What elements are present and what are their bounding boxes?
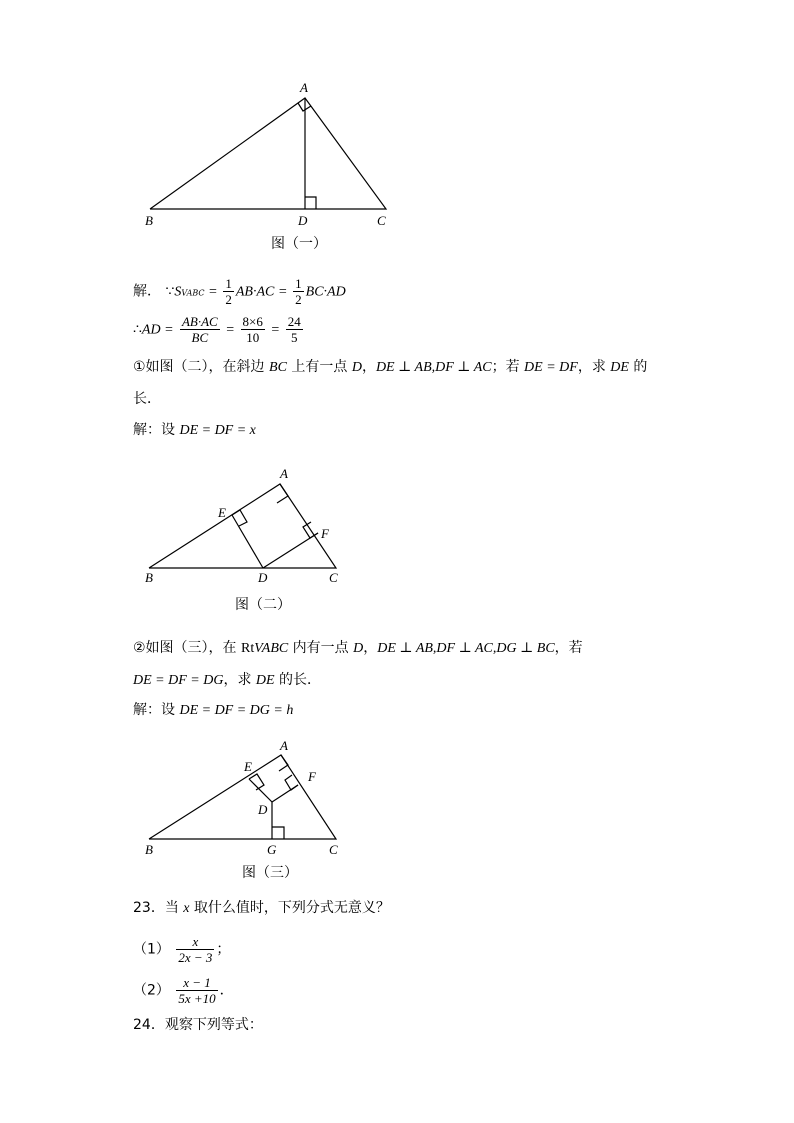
fig2-label-F: F (321, 526, 329, 541)
ad-eq: AD = (141, 322, 174, 338)
q23-text: 取什么值时，下列分式无意义？ (189, 900, 390, 916)
q2-condition: DE ⊥ AB,DF ⊥ AC,DG ⊥ BC (377, 641, 555, 656)
q1-d: D (351, 360, 362, 375)
q2-d: D (353, 641, 364, 656)
q2-sol-prefix: 解：设 (133, 702, 180, 718)
q2-triangle: VABC (254, 641, 289, 656)
fig3-label-F: F (308, 769, 316, 784)
q23-x: x (183, 901, 190, 916)
q23-item2 (133, 975, 234, 1006)
fraction-ab-ac-over-bc: $\frac{AB\cdot AC}{BC}$ (181, 314, 218, 345)
fig3-label-A: A (280, 738, 288, 753)
equals: = (271, 322, 280, 338)
q2-line2 (133, 670, 321, 691)
q23-item1-end: ； (216, 941, 231, 958)
fig3-label-C: C (329, 842, 338, 857)
q2-de: DE (255, 673, 275, 688)
bc-ad: BC·AD (305, 284, 346, 300)
q23-item2-label: （2） (133, 982, 170, 999)
fig2-label-E: E (218, 505, 226, 520)
fraction-24-over-5: $\frac{24}{5}$ (287, 314, 301, 345)
equals: = (278, 284, 287, 300)
fig2-label-D: D (258, 570, 268, 585)
fig3-label-E: E (244, 759, 252, 774)
q2-solution (133, 700, 293, 721)
area-subscript: VABC (181, 288, 205, 298)
figure-2-inscribed-rectangle (140, 462, 360, 586)
q1-text: 上有一点 (286, 359, 352, 375)
q23-fraction2: $\frac{x - 1}{5x +10}$ (178, 975, 216, 1006)
q1-condition: DE ⊥ AB,DF ⊥ AC (375, 360, 492, 375)
fig3-label-G: G (267, 842, 277, 857)
because-symbol: ∵ (165, 284, 175, 300)
q1-sol-prefix: 解：设 (133, 422, 180, 438)
q1-text: ①如图（二），在斜边 (133, 359, 270, 375)
equals: = (209, 284, 217, 300)
q2-text: ，求 (223, 672, 256, 688)
q23-title (133, 898, 390, 919)
figure-3-interior-point (140, 736, 360, 862)
q2-text: ，若 (554, 640, 583, 656)
q1-text: ， (361, 359, 376, 375)
q2-rt: Rt (241, 641, 255, 656)
fig1-label-A: A (300, 80, 308, 95)
q1-solution (133, 420, 256, 441)
q1-text: ，求 (577, 359, 611, 375)
q1-de: DE (610, 360, 629, 375)
q1-text: ；若 (491, 359, 525, 375)
q2-text: ②如图（三），在 (133, 640, 242, 656)
q23-item1 (133, 934, 230, 965)
q2-text: ， (363, 640, 378, 656)
q1-bc: BC (269, 360, 287, 375)
solution1-line1 (133, 276, 346, 307)
fig1-label-D: D (298, 213, 308, 228)
half-fraction-2: $\frac{1}{2}$ (295, 276, 302, 307)
fig3-label-D: D (258, 802, 268, 817)
q1-text: 的 (628, 359, 648, 375)
q2-text: 的长． (274, 672, 322, 688)
sol1-prefix: 解． (133, 283, 161, 300)
q23-item2-end: ． (219, 982, 234, 999)
q1-sol-eq: DE = DF = x (179, 423, 256, 438)
q23-fraction1: $\frac{x}{2x - 3}$ (178, 934, 213, 965)
q23-item1-label: （1） (133, 941, 170, 958)
q24-title: 24．观察下列等式： (133, 1017, 263, 1033)
half-fraction-1: $\frac{1}{2}$ (225, 276, 232, 307)
figure-1-right-triangle (140, 78, 400, 230)
q2-condition2: DE = DF = DG (133, 673, 224, 688)
q2-sol-eq: DE = DF = DG = h (179, 703, 294, 718)
ab-ac: AB·AC (235, 284, 275, 300)
q1-condition2: DE = DF (524, 360, 578, 375)
area-symbol: S (174, 284, 182, 300)
fig2-label-B: B (145, 570, 153, 585)
fig2-caption: 图（二） (235, 597, 291, 613)
fig2-label-A: A (280, 466, 288, 481)
equals: = (226, 322, 235, 338)
fig1-caption: 图（一） (271, 236, 327, 252)
fraction-8x6-over-10: $\frac{8\times 6}{10}$ (242, 314, 263, 345)
fig2-label-C: C (329, 570, 338, 585)
fig3-caption: 图（三） (242, 865, 298, 881)
q2-text: 内有一点 (288, 640, 354, 656)
fig3-label-B: B (145, 842, 153, 857)
q23-text: 23．当 (133, 900, 184, 916)
q1-line2: 长． (133, 391, 161, 407)
therefore-symbol: ∴ (133, 322, 142, 338)
fig1-label-C: C (377, 213, 386, 228)
q2-line1 (133, 638, 583, 659)
solution1-line2 (133, 314, 305, 345)
fig1-label-B: B (145, 213, 153, 228)
q1-line1 (133, 357, 647, 378)
